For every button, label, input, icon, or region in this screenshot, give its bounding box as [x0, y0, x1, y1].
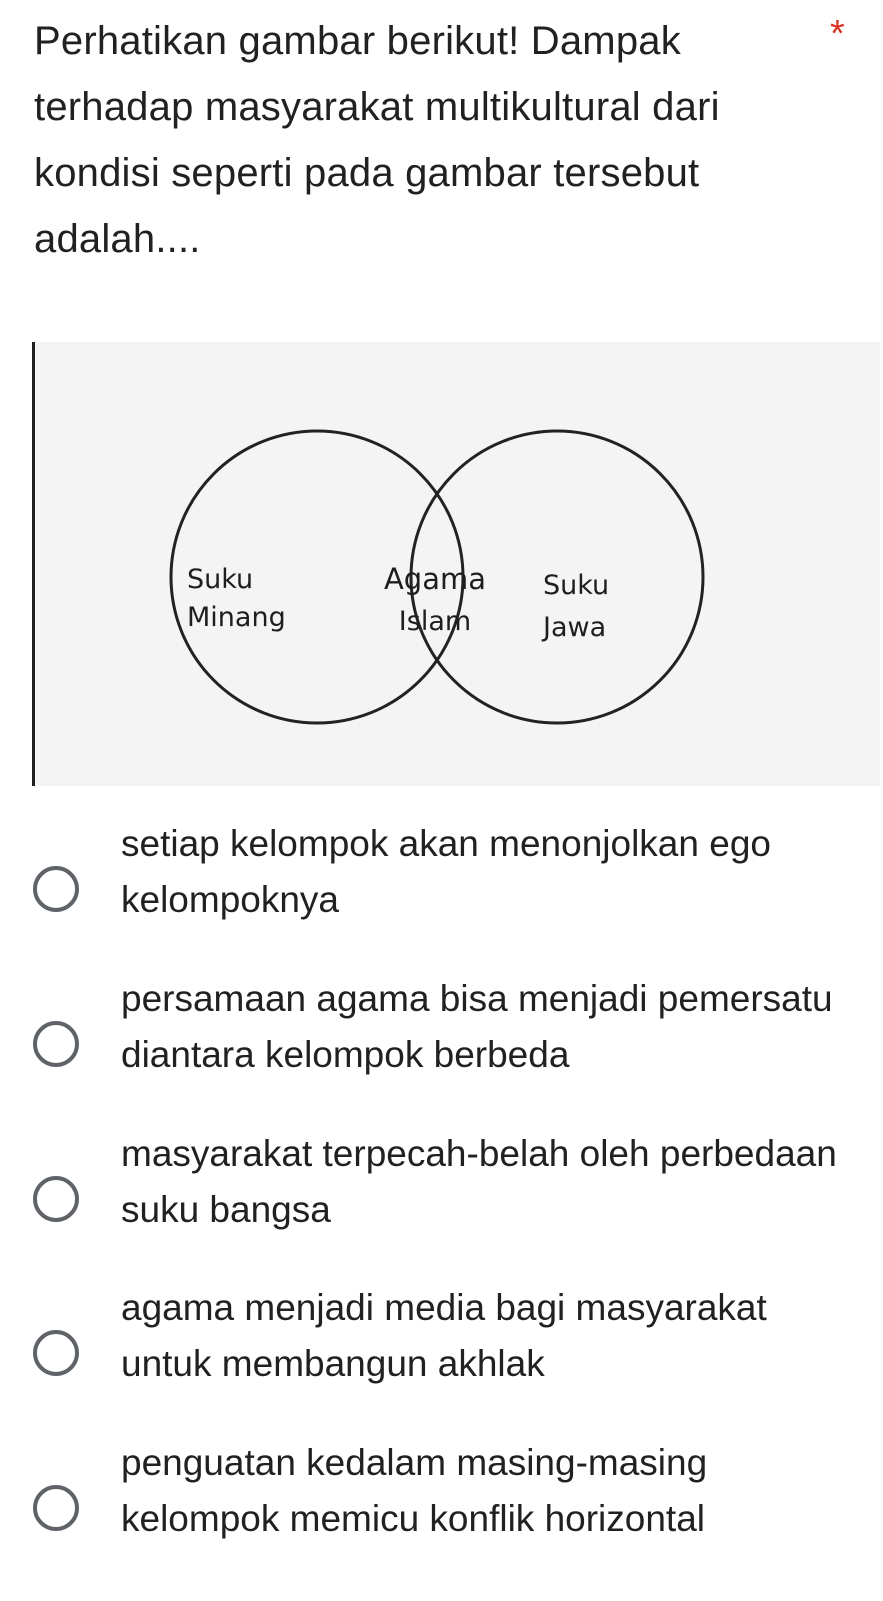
- venn-left-label-1: Suku: [187, 564, 254, 595]
- question-image: [32, 342, 880, 786]
- venn-diagram: [35, 342, 880, 786]
- radio-circle-icon[interactable]: [33, 866, 79, 912]
- option-3[interactable]: [0, 1126, 883, 1246]
- radio-circle-icon[interactable]: [33, 1485, 79, 1531]
- option-label: penguatan kedalam masing-masing kelompok memicu konflik horizontal: [121, 1442, 708, 1539]
- option-label: masyarakat terpecah-belah oleh perbedaan suku bangsa: [121, 1133, 837, 1230]
- question-text: Perhatikan gambar berikut! Dampak terhadap masyarakat multikultural dari kondisi seperti pada gambar tersebut adalah....: [34, 19, 720, 261]
- required-asterisk: *: [830, 13, 845, 55]
- radio-circle-icon[interactable]: [33, 1330, 79, 1376]
- option-2[interactable]: [0, 971, 883, 1091]
- option-label: agama menjadi media bagi masyarakat untuk membangun akhlak: [121, 1287, 767, 1384]
- option-label: setiap kelompok akan menonjolkan ego kelompoknya: [121, 823, 771, 920]
- venn-left-label-2: Minang: [187, 602, 286, 633]
- venn-center-label-2: Islam: [398, 606, 472, 637]
- option-5[interactable]: [0, 1435, 883, 1555]
- radio-circle-icon[interactable]: [33, 1021, 79, 1067]
- option-label: persamaan agama bisa menjadi pemersatu diantara kelompok berbeda: [121, 978, 833, 1075]
- venn-right-label-1: Suku: [543, 570, 610, 601]
- radio-circle-icon[interactable]: [33, 1176, 79, 1222]
- venn-center-label-1: Agama: [383, 562, 487, 596]
- option-4[interactable]: [0, 1280, 883, 1400]
- venn-right-label-2: Jawa: [543, 612, 607, 643]
- option-1[interactable]: [0, 816, 883, 936]
